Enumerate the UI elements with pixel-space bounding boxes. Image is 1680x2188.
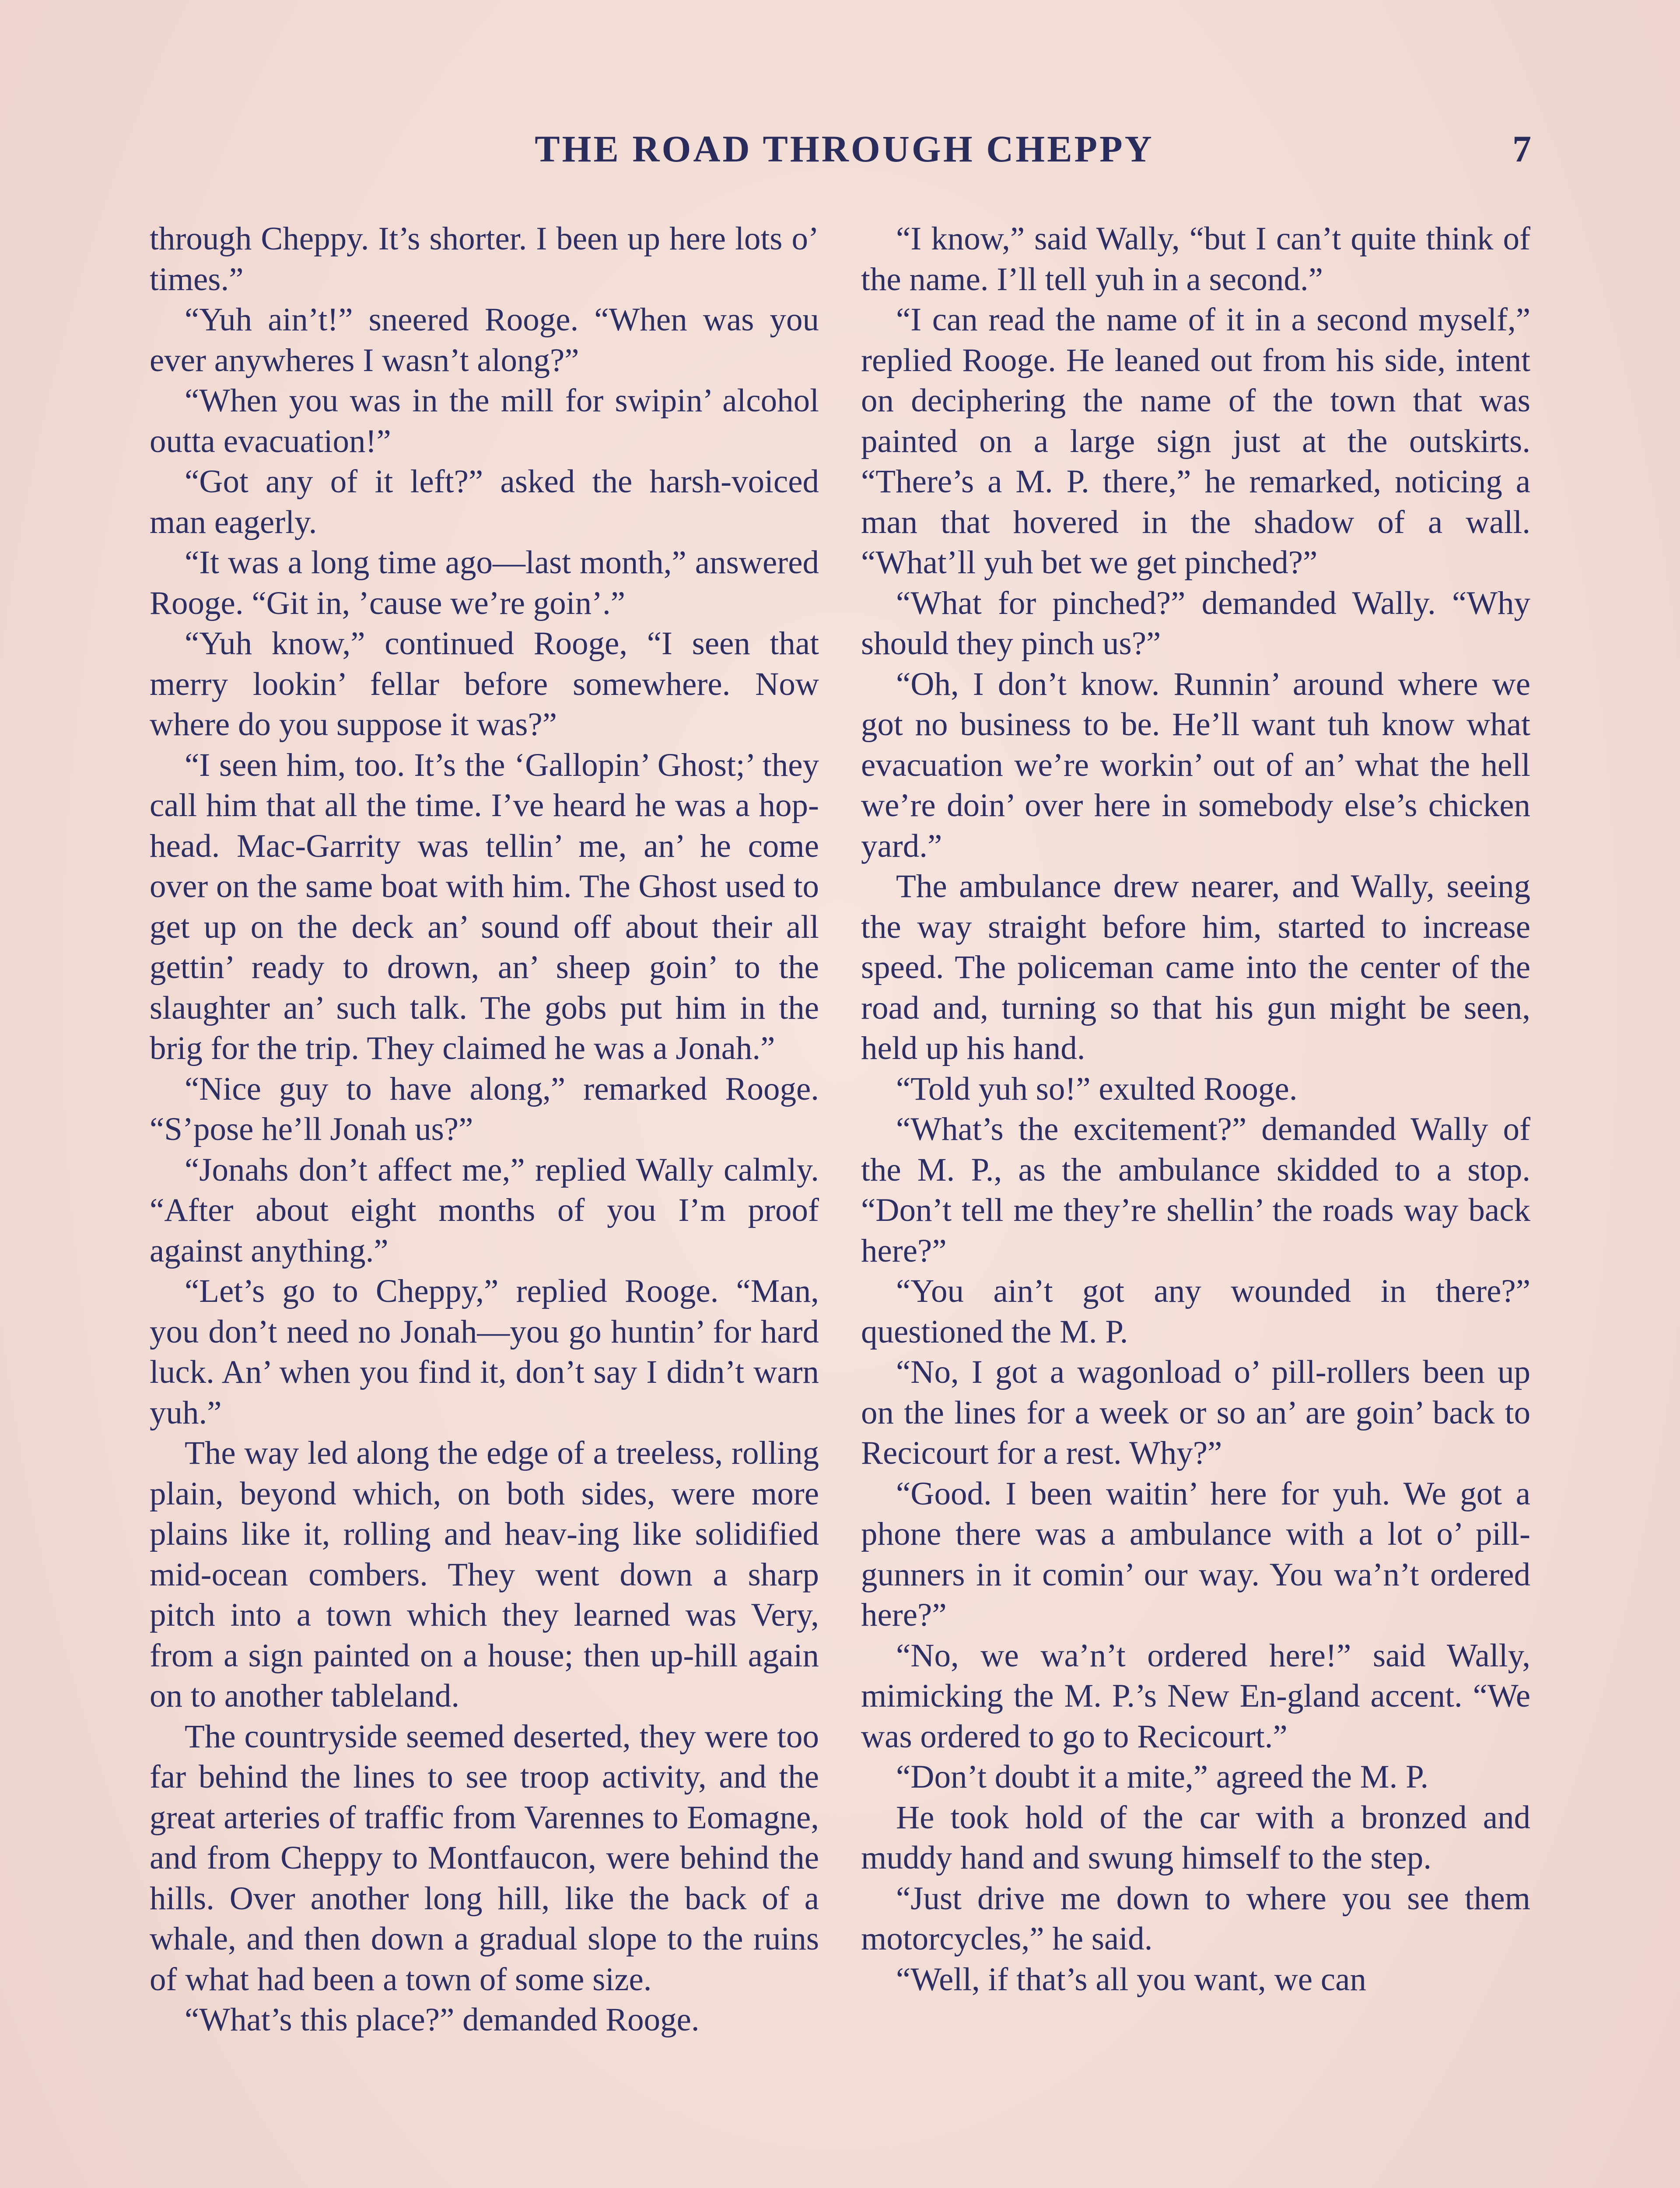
paragraph: “I know,” said Wally, “but I can’t quite think of the name. I’ll tell yuh in a second.” <box>861 221 1530 298</box>
paragraph: “Just drive me down to where you see them motorcycles,” he said. <box>861 1880 1530 1957</box>
paragraph: “It was a long time ago—last month,” answered Rooge. “Git in, ’cause we’re goin’.” <box>150 544 819 621</box>
paragraph: “Oh, I don’t know. Runnin’ around where we got no business to be. He’ll want tuh know what evacuation we’re workin’ out of an’ what the hell we’re doin’ over here in somebody else’s chicken yard.” <box>861 666 1530 864</box>
paragraph: “What’s the excitement?” demanded Wally of the M. P., as the ambulance skidded to a stop. “Don’t tell me they’re shellin’ the roads way back here?” <box>861 1111 1530 1269</box>
paragraph: He took hold of the car with a bronzed and muddy hand and swung himself to the step. <box>861 1799 1530 1876</box>
running-head: THE ROAD THROUGH CHEPPY <box>535 128 1154 170</box>
page-header <box>149 127 1540 188</box>
right-column <box>861 219 1530 2188</box>
paragraph: “Got any of it left?” asked the harsh-voiced man eagerly. <box>150 463 819 540</box>
paragraph: “Don’t doubt it a mite,” agreed the M. P. <box>896 1759 1429 1795</box>
paragraph: “No, I got a wagonload o’ pill-rollers been up on the lines for a week or so an’ are goin’ back to Recicourt for a rest. Why?” <box>861 1354 1530 1471</box>
paragraph: “Nice guy to have along,” remarked Rooge. “S’pose he’ll Jonah us?” <box>150 1070 819 1147</box>
paragraph: “Well, if that’s all you want, we can <box>896 1961 1366 1998</box>
paragraph: “Good. I been waitin’ here for yuh. We got a phone there was a ambulance with a lot o’ pill-gunners in it comin’ our way. You wa’n’t ordered here?” <box>861 1475 1530 1633</box>
paragraph: “Told yuh so!” exulted Rooge. <box>896 1070 1298 1107</box>
paragraph: “What’s this place?” demanded Rooge. <box>185 2002 700 2038</box>
paragraph: “You ain’t got any wounded in there?” questioned the M. P. <box>861 1273 1530 1350</box>
paragraph: The ambulance drew nearer, and Wally, seeing the way straight before him, started to increase speed. The policeman came into the center of the road and, turning so that his gun might be seen, held up his hand. <box>861 868 1530 1066</box>
paragraph: The way led along the edge of a treeless, rolling plain, beyond which, on both sides, were more plains like it, rolling and heav-ing like solidified mid-ocean combers. They went down a sharp pitch into a town which they learned was Very, from a sign painted on a house; then up-hill again on to another tableland. <box>150 1435 819 1714</box>
paragraph: “Yuh know,” continued Rooge, “I seen that merry lookin’ fellar before somewhere. Now where do you suppose it was?” <box>150 625 819 743</box>
paragraph: “When you was in the mill for swipin’ alcohol outta evacuation!” <box>150 382 819 459</box>
paragraph: The countryside seemed deserted, they were too far behind the lines to see troop activity, and the great arteries of traffic from Varennes to Eomagne, and from Cheppy to Montfaucon, were behind the hills. Over another long hill, like the back of a whale, and then down a gradual slope to the ruins of what had been a town of some size. <box>150 1718 819 1998</box>
paragraph: “Jonahs don’t affect me,” replied Wally calmly. “After about eight months of you I’m proof against anything.” <box>150 1151 819 1269</box>
paragraph: through Cheppy. It’s shorter. I been up here lots o’ times.” <box>150 221 819 298</box>
left-column <box>150 219 819 2188</box>
paragraph: “No, we wa’n’t ordered here!” said Wally, mimicking the M. P.’s New En-gland accent. “We was ordered to go to Recicourt.” <box>861 1637 1530 1755</box>
page-number: 7 <box>1512 128 1531 170</box>
paragraph: “I can read the name of it in a second myself,” replied Rooge. He leaned out from his side, intent on deciphering the name of the town that was painted on a large sign just at the outskirts. “There’s a M. P. there,” he remarked, noticing a man that hovered in the shadow of a wall. “What’ll yuh bet we get pinched?” <box>861 302 1530 581</box>
paragraph: “Yuh ain’t!” sneered Rooge. “When was you ever anywheres I wasn’t along?” <box>150 302 819 379</box>
paragraph: “I seen him, too. It’s the ‘Gallopin’ Ghost;’ they call him that all the time. I’ve heard he was a hop-head. Mac-Garrity was tellin’ me, an’ he come over on the same boat with him. The Ghost used to get up on the deck an’ sound off about their all gettin’ ready to drown, an’ sheep goin’ to the slaughter an’ such talk. The gobs put him in the brig for the trip. They claimed he was a Jonah.” <box>150 747 819 1066</box>
paragraph: “Let’s go to Cheppy,” replied Rooge. “Man, you don’t need no Jonah—you go huntin’ for hard luck. An’ when you find it, don’t say I didn’t warn yuh.” <box>150 1273 819 1431</box>
paragraph: “What for pinched?” demanded Wally. “Why should they pinch us?” <box>861 585 1530 662</box>
